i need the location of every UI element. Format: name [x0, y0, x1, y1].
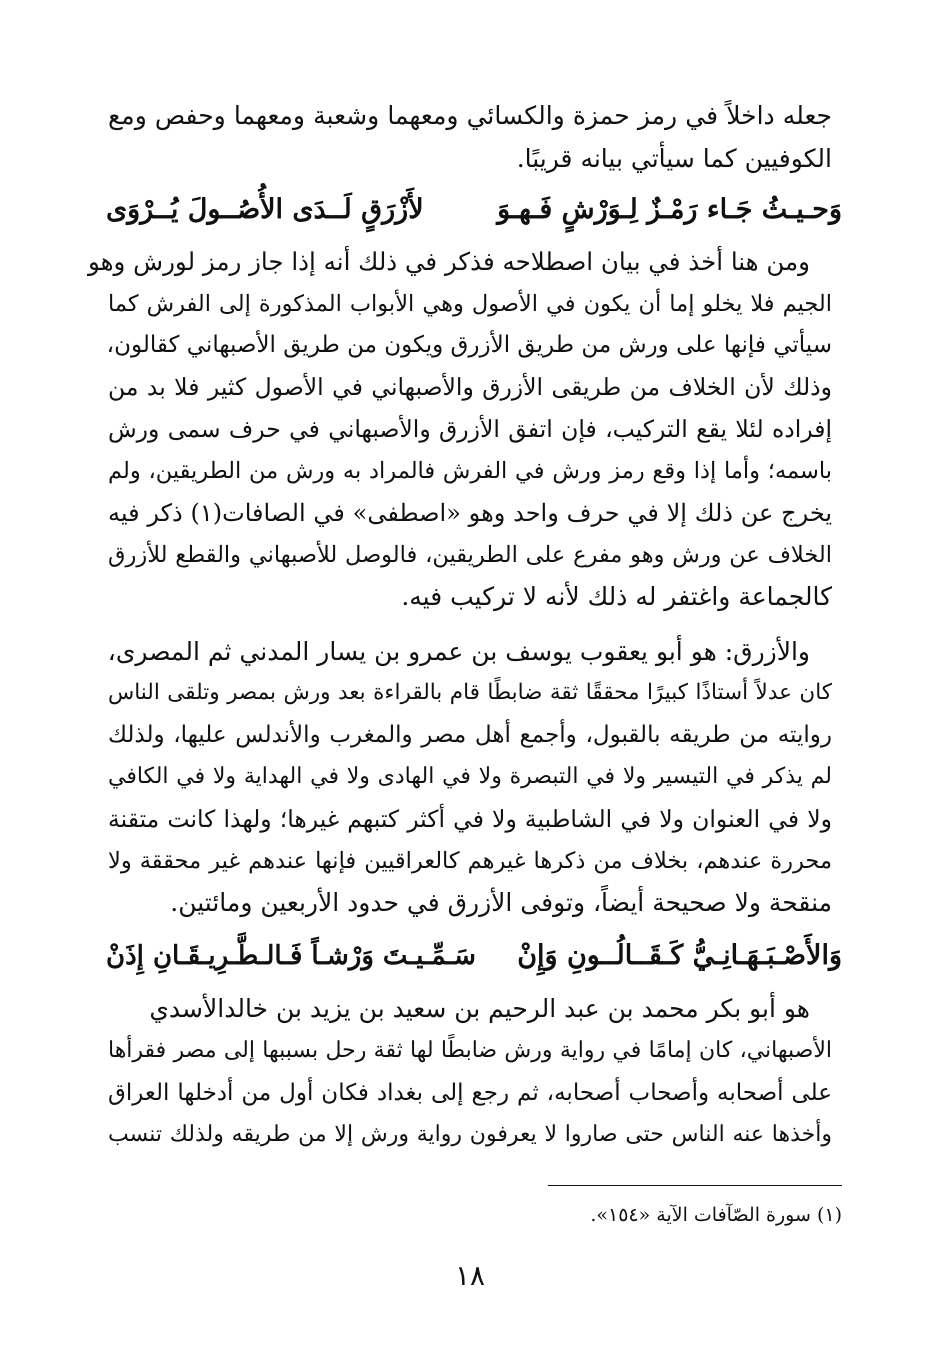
footnote: (١) سورة الصّآفات الآية «١٥٤». [590, 1204, 842, 1226]
text-line: محررة عندهم، بخلاف من ذكرها غيرهم كالعراقيين فإنها عندهم غير محققة ولا [108, 848, 832, 874]
text-line: باسمه؛ وأما إذا وقع رمز ورش في الفرش فالمراد به ورش من الطريقين، ولم [108, 458, 832, 484]
text-line: الجيم فلا يخلو إما أن يكون في الأصول وهي الأبواب المذكورة إلى الفرش كما [108, 291, 832, 317]
text-line: على أصحابه وأصحاب أصحابه، ثم رجع إلى بغداد فكان أول من أدخلها العراق [108, 1080, 832, 1106]
text-line: الكوفيين كما سيأتي بيانه قريبًا. [516, 144, 832, 173]
verse-hemistich-right: وَالأَصْـبَـهَـانِـيُّ كَـقَــالُــونِ وَإِنْ [517, 940, 842, 971]
text-line: هو أبو بكر محمد بن عبد الرحيم بن سعيد بن يزيد بن خالدالأسدي [149, 994, 810, 1023]
text-line: والأزرق: هو أبو يعقوب يوسف بن عمرو بن يسار المدني ثم المصرى، [107, 637, 810, 666]
text-line: الأصبهاني، كان إمامًا في رواية ورش ضابطًا لها ثقة رحل بسببها إلى مصر فقرأها [108, 1038, 832, 1063]
text-line: إفراده لئلا يقع التركيب، فإن اتفق الأزرق والأصبهاني في حرف سمى ورش [108, 415, 832, 443]
text-line: وذلك لأن الخلاف من طريقى الأزرق والأصبهاني في الأصول كثير فلا بد من [108, 373, 832, 401]
text-line: وأخذها عنه الناس حتى صاروا لا يعرفون رواية ورش إلا من طريقه ولذلك تنسب [108, 1122, 832, 1147]
text-line: ولا في العنوان ولا في الشاطبية ولا في أكثر كتبهم غيرها؛ ولهذا كانت متقنة [108, 805, 832, 833]
footnote-separator [548, 1185, 842, 1186]
verse-hemistich-right: وَحـيـثُ جَـاء رَمْـزٌ لِـوَرْشٍ فَـهـوَ [497, 194, 842, 225]
verse-hemistich-left: لأَزْرَقٍ لَــدَى الأُصُــولَ يُــرْوَى [106, 194, 424, 225]
text-line: ومن هنا أخذ في بيان اصطلاحه فذكر في ذلك أنه إذا جاز رمز لورش وهو [87, 247, 810, 276]
text-line: منقحة ولا صحيحة أيضاً، وتوفى الأزرق في حدود الأربعين ومائتين. [170, 888, 832, 917]
text-line: كان عدلاً أستاذًا كبيرًا محققًا ثقة ضابطًا قام بالقراءة بعد ورش بمصر وتلقى الناس [108, 680, 832, 705]
text-line: كالجماعة واغتفر له ذلك لأنه لا تركيب فيه. [401, 582, 832, 611]
text-line: الخلاف عن ورش وهو مفرع على الطريقين، فالوصل للأصبهاني والقطع للأزرق [108, 542, 832, 568]
text-line: روايته من طريقه بالقبول، وأجمع أهل مصر والمغرب والأندلس عليها، ولذلك [108, 722, 832, 748]
verse-hemistich-left: سَـمِّـيـتَ وَرْشـاً فَـالـطَّـرِيـقَـانِ إِذَنْ [106, 941, 476, 971]
page-number: ١٨ [454, 1259, 486, 1292]
text-line: جعله داخلاً في رمز حمزة والكسائي ومعهما وشعبة ومعهما وحفص ومع [108, 101, 832, 130]
text-line: سيأتي فإنها على ورش من طريق الأزرق ويكون من طريق الأصبهاني كقالون، [106, 332, 832, 358]
text-line-with-footnote-ref: يخرج عن ذلك إلا في حرف واحد وهو «اصطفى» في الصافات(١) ذكر فيه [108, 499, 832, 527]
text-line: لم يذكر في التيسير ولا في التبصرة ولا في الهادى ولا في الهداية ولا في الكافي [108, 764, 832, 789]
